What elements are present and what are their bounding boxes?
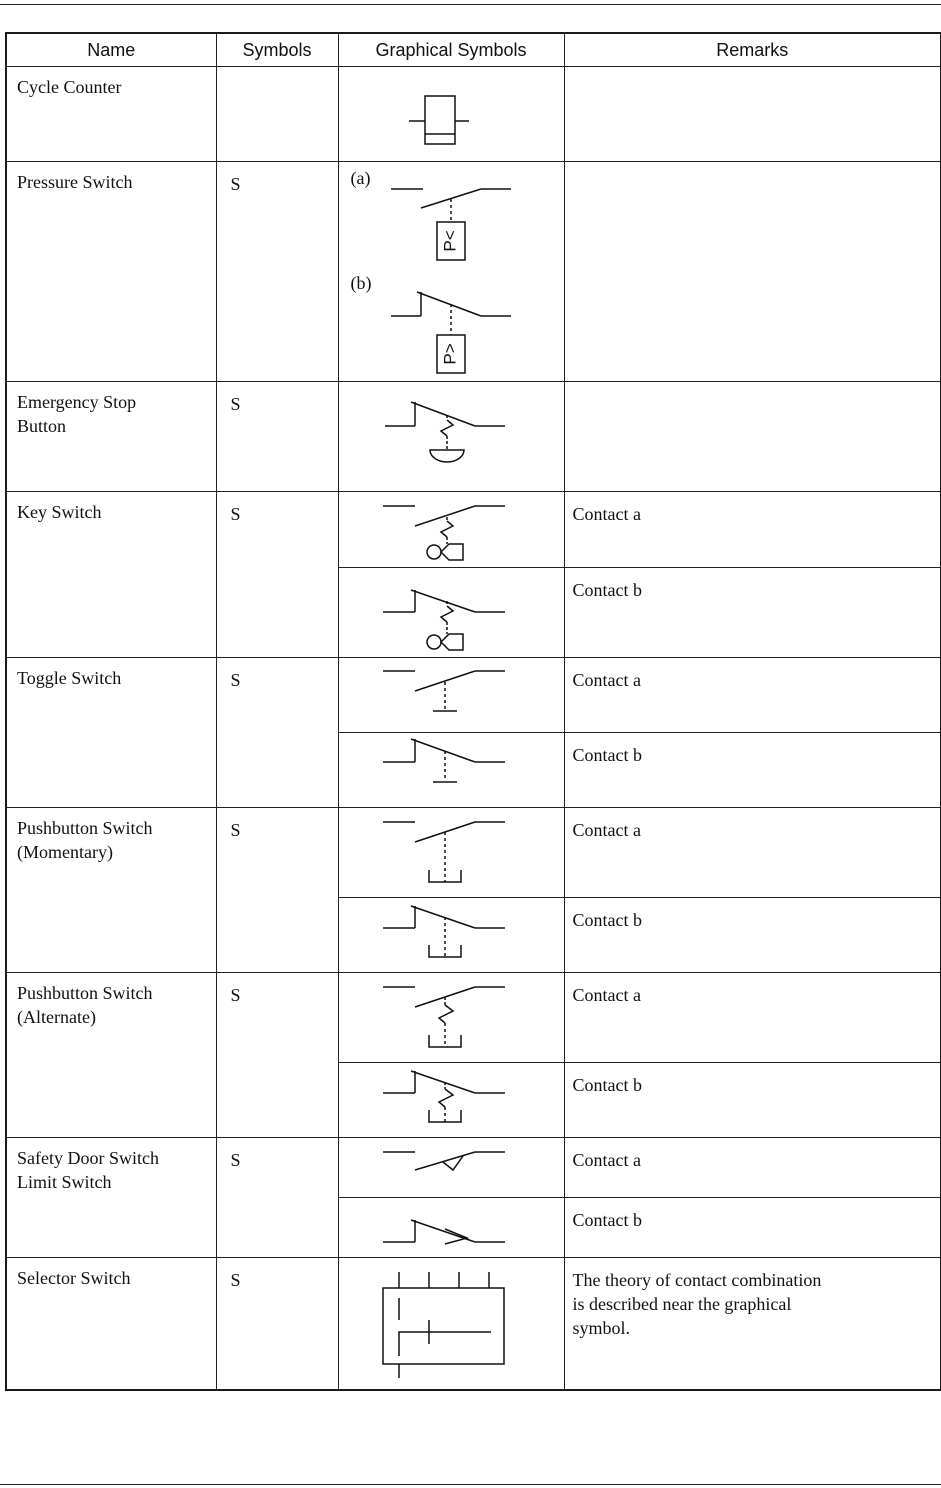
remark-cell: [564, 973, 941, 1063]
graphic-cell: [338, 1198, 564, 1258]
bottom-rule: [0, 1484, 941, 1485]
svg-text:P>: P>: [439, 343, 459, 365]
remark-cell: [564, 733, 941, 808]
row-name: Cycle Counter: [17, 77, 122, 97]
table-row: [6, 808, 941, 898]
row-name: Emergency Stop Button: [17, 392, 137, 436]
graphic-cell: [338, 492, 564, 568]
pushbutton-alternate-b-icon: [339, 1063, 563, 1136]
graphic-cell: [338, 67, 564, 162]
graphic-cell: [338, 568, 564, 658]
row-remark: [565, 382, 941, 392]
name-cell: [6, 1258, 216, 1390]
label-b: (b): [350, 273, 372, 293]
name-cell: [6, 492, 216, 658]
toggle-switch-b-icon: [339, 733, 563, 806]
row-symbol: S: [230, 985, 241, 1005]
svg-text:P<: P<: [439, 230, 459, 252]
graphic-cell: [338, 1138, 564, 1198]
graphic-cell: [338, 898, 564, 973]
row-symbol: S: [230, 504, 241, 524]
row-name: Safety Door Switch Limit Switch: [17, 1148, 159, 1192]
remark-cell: [564, 492, 941, 568]
row-remark: Contact a: [572, 1150, 641, 1170]
key-switch-a-icon: [339, 492, 563, 566]
remark-cell: [564, 1138, 941, 1198]
row-remark: Contact b: [572, 745, 642, 765]
limit-switch-b-icon: [339, 1198, 563, 1256]
row-symbol: S: [230, 820, 241, 840]
remark-cell: [564, 898, 941, 973]
key-switch-b-icon: [339, 568, 563, 656]
name-cell: [6, 382, 216, 492]
row-remark: The theory of contact combination is described near the graphical symbol.: [572, 1270, 822, 1338]
remark-cell: [564, 67, 941, 162]
remark-cell: [564, 568, 941, 658]
row-remark: Contact b: [572, 1075, 642, 1095]
symbol-cell: [216, 67, 338, 162]
header-name: Name: [6, 33, 216, 67]
name-cell: [6, 1138, 216, 1258]
symbol-cell: [216, 1258, 338, 1390]
table-row: [6, 67, 941, 162]
graphic-cell: [338, 973, 564, 1063]
symbol-cell: [216, 808, 338, 973]
table-row: [6, 162, 941, 382]
row-symbol: S: [230, 394, 241, 414]
row-name: Key Switch: [17, 502, 102, 522]
row-name: Pushbutton Switch (Momentary): [17, 818, 153, 862]
remark-cell: [564, 658, 941, 733]
row-remark: [565, 162, 941, 172]
table-row: [6, 658, 941, 733]
row-symbol: [217, 67, 338, 79]
row-symbol: S: [230, 1150, 241, 1170]
name-cell: [6, 973, 216, 1138]
name-cell: [6, 808, 216, 973]
symbol-cell: [216, 1138, 338, 1258]
row-name: Pushbutton Switch (Alternate): [17, 983, 153, 1027]
graphic-cell: [338, 1063, 564, 1138]
graphic-cell: [338, 658, 564, 733]
remark-cell: [564, 162, 941, 382]
remark-cell: [564, 1258, 941, 1390]
table-row: [6, 973, 941, 1063]
row-symbol: S: [230, 670, 241, 690]
selector-switch-icon: [339, 1258, 563, 1388]
row-name: Selector Switch: [17, 1268, 131, 1288]
graphic-cell: [338, 162, 564, 382]
remark-cell: [564, 382, 941, 492]
name-cell: [6, 67, 216, 162]
remark-cell: [564, 1198, 941, 1258]
emergency-stop-icon: [339, 382, 563, 490]
row-remark: Contact b: [572, 910, 642, 930]
table-header-row: [6, 33, 941, 67]
row-remark: Contact a: [572, 670, 641, 690]
pushbutton-momentary-a-icon: [339, 808, 563, 896]
header-graphical-symbols: Graphical Symbols: [338, 33, 564, 67]
row-symbol: S: [230, 174, 241, 194]
name-cell: [6, 162, 216, 382]
remark-cell: [564, 808, 941, 898]
pressure-switch-icon: [339, 162, 563, 380]
row-remark: Contact a: [572, 820, 641, 840]
name-cell: [6, 658, 216, 808]
row-remark: Contact a: [572, 504, 641, 524]
graphic-cell: [338, 808, 564, 898]
graphic-cell: [338, 382, 564, 492]
table-row: [6, 382, 941, 492]
row-remark: Contact b: [572, 580, 642, 600]
toggle-switch-a-icon: [339, 658, 563, 731]
limit-switch-a-icon: [339, 1138, 563, 1196]
graphic-cell: [338, 1258, 564, 1390]
row-name: Toggle Switch: [17, 668, 122, 688]
pushbutton-momentary-b-icon: [339, 898, 563, 971]
symbol-cell: [216, 492, 338, 658]
table-row: [6, 1138, 941, 1198]
symbol-cell: [216, 658, 338, 808]
row-remark: Contact a: [572, 985, 641, 1005]
symbols-table: [5, 32, 941, 1391]
symbol-cell: [216, 973, 338, 1138]
header-symbols: Symbols: [216, 33, 338, 67]
header-remarks: Remarks: [564, 33, 941, 67]
symbol-cell: [216, 382, 338, 492]
table-row: [6, 1258, 941, 1390]
table-row: [6, 492, 941, 568]
remark-cell: [564, 1063, 941, 1138]
pushbutton-alternate-a-icon: [339, 973, 563, 1061]
row-name: Pressure Switch: [17, 172, 133, 192]
symbol-cell: [216, 162, 338, 382]
row-remark: Contact b: [572, 1210, 642, 1230]
label-a: (a): [350, 168, 371, 188]
row-remark: [565, 67, 941, 77]
cycle-counter-icon: [339, 67, 563, 160]
top-rule: [0, 4, 941, 5]
graphic-cell: [338, 733, 564, 808]
row-symbol: S: [230, 1270, 241, 1290]
